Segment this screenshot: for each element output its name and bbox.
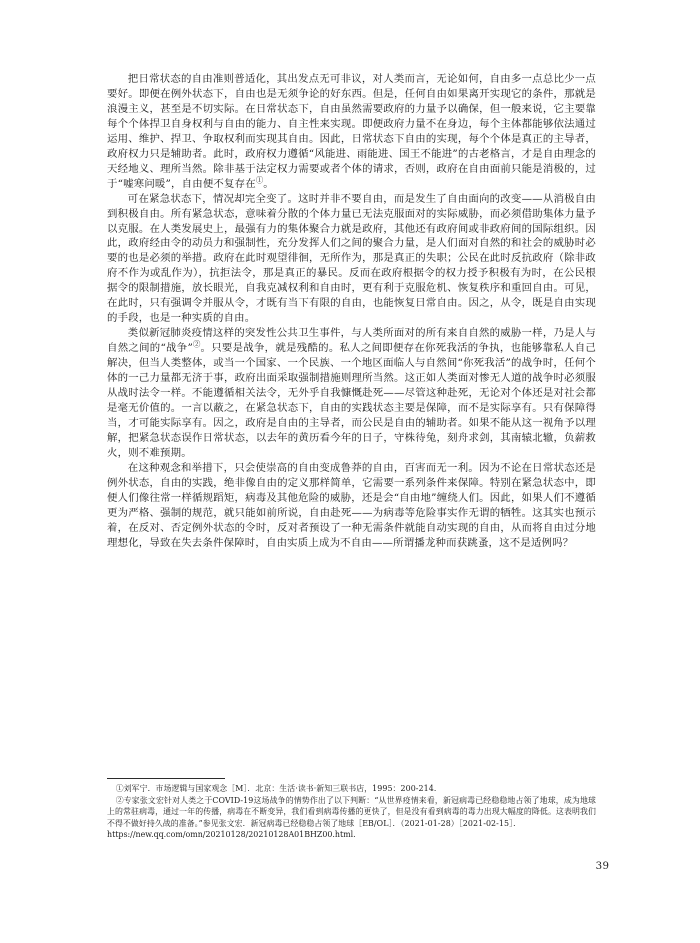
footnotes-section: [107, 778, 596, 841]
footnote-separator-rule: [107, 778, 225, 779]
paragraph-1-suffix: 。: [263, 177, 274, 190]
footnote-2-text: 专家张文宏针对人类之于COVID-19这场战争的情势作出了以下判断：“从世界疫情来看，新冠病毒已经稳稳地占领了地球，成为地球上的常驻病毒，通过一年的传播，病毒在不断变异，我们看到病毒传播的更快了，但是没有看到病毒的毒力出现大幅度的降低。这表明我们不得不做好持久战的准备。”参见张文宏．新冠病毒已经稳稳占领了地球［EB/OL］．（2021-01-28）［2021-02-15］．: [107, 795, 596, 828]
page-number-footer: [0, 861, 700, 872]
page-number-value: 39: [595, 861, 610, 872]
paragraph-1-text: 把日常状态的自由准则普适化，其出发点无可非议，对人类而言，无论如何，自由多一点总比少一点要好。即便在例外状态下，自由也是无须争论的好东西。但是，任何自由如果离开实现它的条件，那就是浪漫主义，甚至是不切实际。在日常状态下，自由虽然需要政府的力量予以确保，但一般来说，它主要靠每个个体捍卫自身权利与自由的能力、自主性来实现。即便政府力量不在身边，每个主体都能够依法通过运用、维护、捍卫、争取权利而实现其自由。因此，日常状态下自由的实现，每个个体是真正的主导者，政府权力只是辅助者。此时，政府权力遵循“风能进、雨能进、国王不能进”的古老格言，才是自由理念的天经地义、理所当然。除非基于法定权力需要或者个体的请求，否则，政府在自由面前只能是消极的，过于“嘘寒问暖”，自由便不复存在: [107, 73, 596, 190]
paragraph-3: [107, 326, 596, 461]
footnote-item-1: [107, 783, 596, 795]
paragraph-1: [107, 72, 596, 192]
footnote-ref-1[interactable]: ①: [255, 175, 264, 185]
paragraph-2: 可在紧急状态下，情况却完全变了。这时并非不要自由，而是发生了自由面向的改变——从消极自由到积极自由。所有紧急状态，意味着分散的个体力量已无法克服面对的实际威胁，而必须借助集体力量予以克服。在人类发展史上，最强有力的集体聚合力就是政府，其他还有政府间或非政府间的国际组织。因此，政府经由令的动员力和强制性，充分发挥人们之间的聚合力量，是人们面对自然的和社会的威胁时必要的也是必须的举措。政府在此时观望徘徊，无所作为，那是真正的失职；公民在此时反抗政府（除非政府不作为或乱作为），抗拒法令，那是真正的暴民。反而在政府根据令的权力授予积极有为时，在公民根据令的限制措施，放长眼光，自我克减权利和自由时，更有利于克服危机、恢复秩序和重回自由。可见，在此时，只有强调令并服从令，才既有当下有限的自由，也能恢复日常自由。因之，从令，既是自由实现的手段，也是一种实质的自由。: [107, 192, 596, 325]
footnote-item-2: [107, 795, 596, 830]
paragraph-4: 在这种观念和举措下，只会使崇高的自由变成鲁莽的自由，百害而无一利。因为不论在日常状态还是例外状态，自由的实践，绝非像自由的定义那样简单，它需要一系列条件来保障。特别在紧急状态中，即便人们像往常一样循规蹈矩，病毒及其他危险的威胁，还是会“自由地”缠绕人们。因此，如果人们不遵循更为严格、强制的规范，就只能如前所说，自由赴死——为病毒等危险事实作无谓的牺牲。这其实也预示着，在反对、否定例外状态的令时，反对者预设了一种无需条件就能自动实现的自由，从而将自由过分地理想化，导致在失去条件保障时，自由实质上成为不自由——所谓播龙种而获跳蚤，这不是适例吗？: [107, 461, 596, 549]
page-body: [107, 72, 596, 551]
paragraph-3-text: 类似新冠肺炎疫情这样的突发性公共卫生事件，与人类所面对的所有来自自然的威胁一样，乃是人与自然之间的“战争”: [107, 327, 596, 355]
footnote-2-marker: ②: [115, 795, 124, 805]
footnote-2-url[interactable]: https://new.qq.com/omn/20210128/20210128A01BHZ00.html.: [107, 830, 356, 840]
footnote-1-marker: ①: [115, 784, 124, 793]
footnote-ref-2[interactable]: ②: [192, 339, 201, 349]
paragraph-3-continuation: 。只要是战争，就是残酷的。私人之间即便存在你死我活的争执，也能够靠私人自己解决，但当人类整体，或当一个国家、一个民族、一个地区面临人与自然间“你死我活”的战争时，任何个体的一己力量都无济于事，政府出面采取强制措施则理所当然。这正如人类面对惨无人道的战争时必须服从战时法令一样。不能遵循相关法令，无外乎自我慷慨赴死——尽管这种赴死，无论对个体还是对社会都是毫无价值的。一言以蔽之，在紧急状态下，自由的实践状态主要是保障，而不是实际享有。只有保障得当，才可能实际享有。因之，政府是自由的主导者，而公民是自由的辅助者。如果不能从这一视角予以理解，把紧急状态误作日常状态，以去年的黄历看今年的日子，守株待兔，刻舟求剑，其南辕北辙，负薪救火，则不难预期。: [107, 342, 596, 459]
footnote-1-text: 刘军宁．市场逻辑与国家观念［M］．北京：生活·读书·新知三联书店，1995：200-214．: [123, 784, 442, 793]
